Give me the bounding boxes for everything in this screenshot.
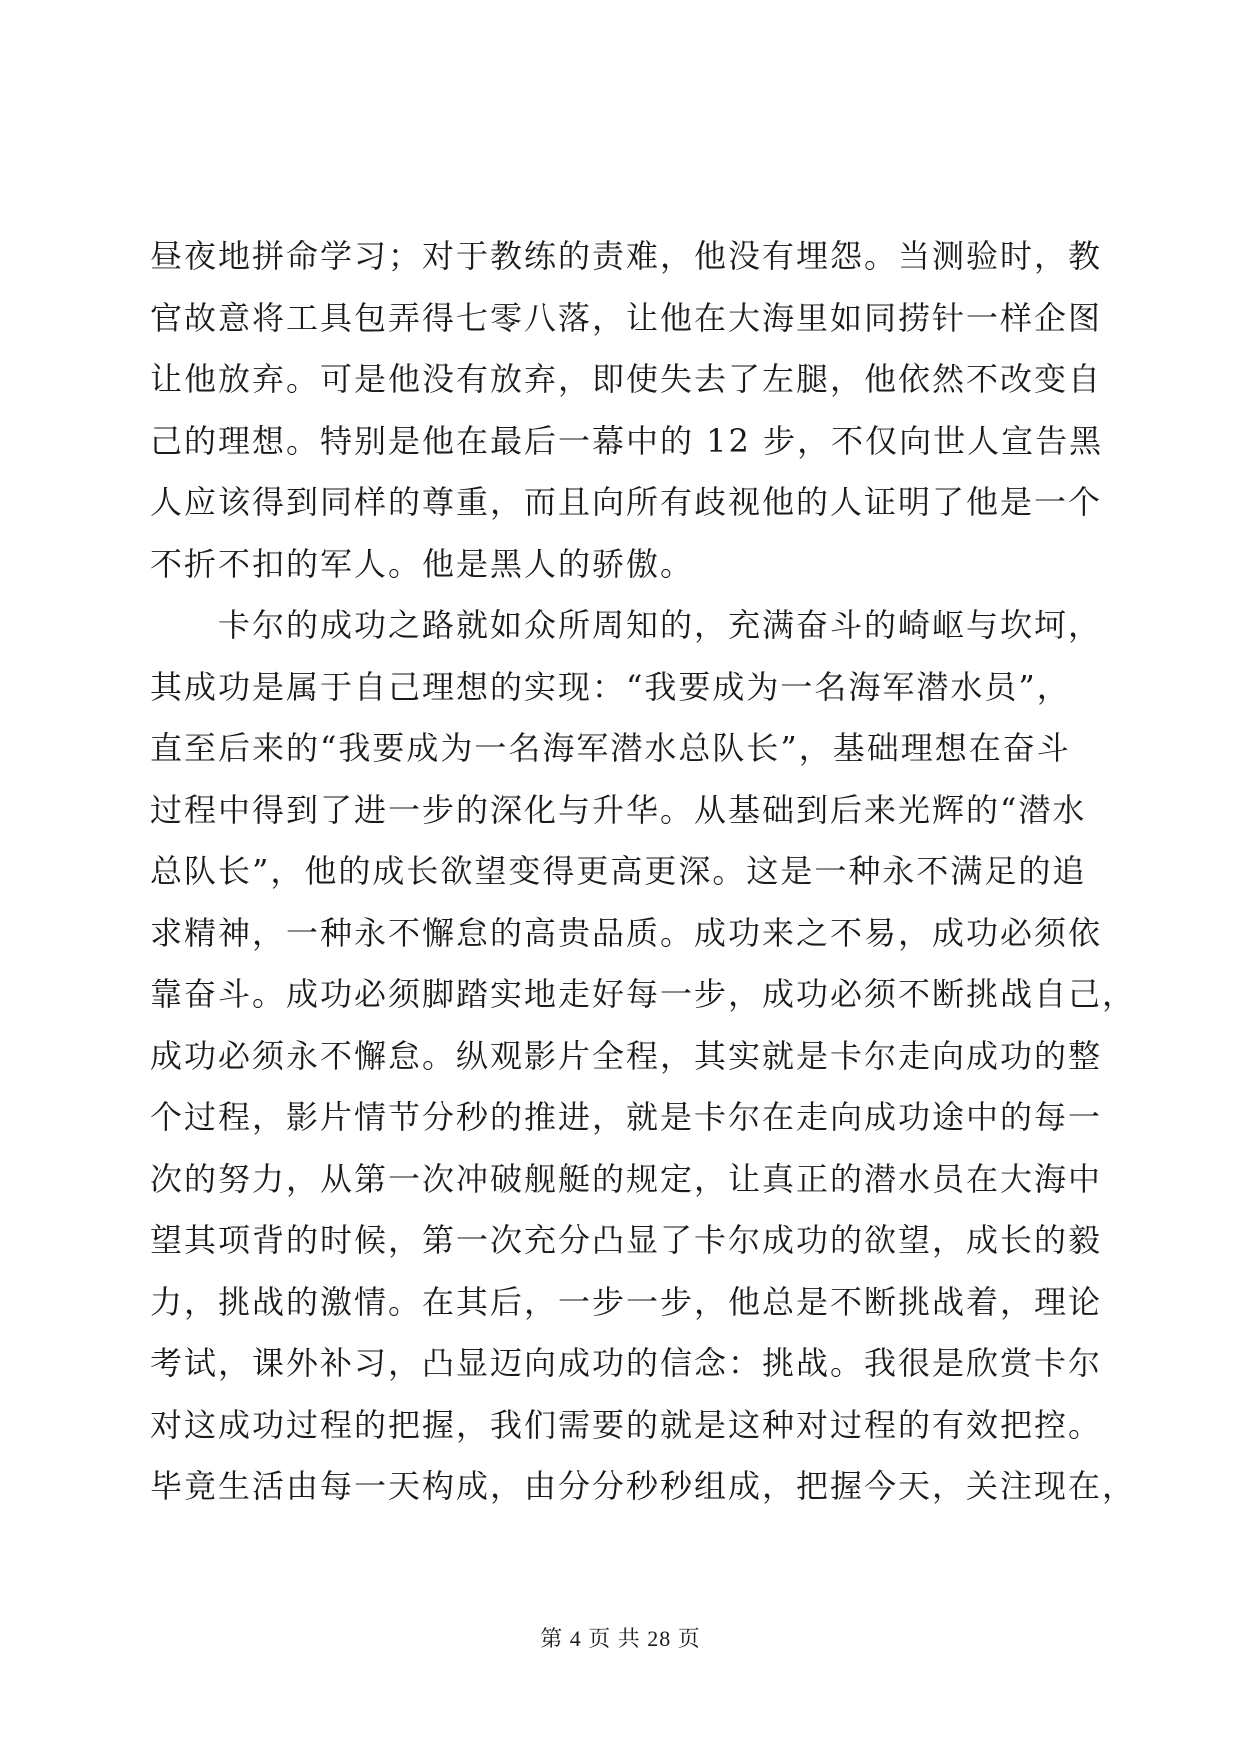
text-line: 直至后来的“我要成为一名海军潜水总队长”，基础理想在奋斗	[150, 729, 1071, 767]
text-line: 次的努力，从第一次冲破舰艇的规定，让真正的潜水员在大海中	[150, 1159, 1103, 1198]
text-line: 人应该得到同样的尊重，而且向所有歧视他的人证明了他是一个	[150, 483, 1103, 521]
text-line: 成功必须永不懈怠。纵观影片全程，其实就是卡尔走向成功的整	[150, 1036, 1103, 1075]
text-line: 求精神，一种永不懈怠的高贵品质。成功来之不易，成功必须依	[150, 913, 1103, 952]
text-line: 对这成功过程的把握，我们需要的就是这种对过程的有效把控。	[150, 1405, 1103, 1444]
text-line: 卡尔的成功之路就如众所周知的，充满奋斗的崎岖与坎坷，	[150, 606, 1103, 644]
text-line: 力，挑战的激情。在其后，一步一步，他总是不断挑战着，理论	[150, 1282, 1103, 1321]
text-line: 靠奋斗。成功必须脚踏实地走好每一步，成功必须不断挑战自己，	[150, 975, 1137, 1013]
text-line: 让他放弃。可是他没有放弃，即使失去了左腿，他依然不改变自	[150, 360, 1103, 398]
text-line: 总队长”，他的成长欲望变得更高更深。这是一种永不满足的追	[150, 852, 1087, 890]
text-line: 考试，课外补习，凸显迈向成功的信念：挑战。我很是欣赏卡尔	[150, 1344, 1103, 1382]
body-text	[150, 226, 1137, 1518]
text-line: 望其项背的时候，第一次充分凸显了卡尔成功的欲望，成长的毅	[150, 1221, 1103, 1259]
text-line: 个过程，影片情节分秒的推进，就是卡尔在走向成功途中的每一	[150, 1098, 1103, 1136]
text-line: 过程中得到了进一步的深化与升华。从基础到后来光辉的“潜水	[150, 790, 1087, 829]
text-line: 己的理想。特别是他在最后一幕中的 12 步，不仅向世人宣告黑	[150, 421, 1104, 460]
text-line: 其成功是属于自己理想的实现：“我要成为一名海军潜水员”，	[150, 667, 1071, 706]
text-line: 毕竟生活由每一天构成，由分分秒秒组成，把握今天，关注现在，	[150, 1467, 1137, 1505]
page-number-footer: 第 4 页 共 28 页	[540, 1626, 701, 1651]
text-line: 昼夜地拼命学习；对于教练的责难，他没有埋怨。当测验时，教	[150, 237, 1103, 275]
text-line: 官故意将工具包弄得七零八落，让他在大海里如同捞针一样企图	[150, 298, 1103, 337]
text-line: 不折不扣的军人。他是黑人的骄傲。	[150, 544, 695, 583]
